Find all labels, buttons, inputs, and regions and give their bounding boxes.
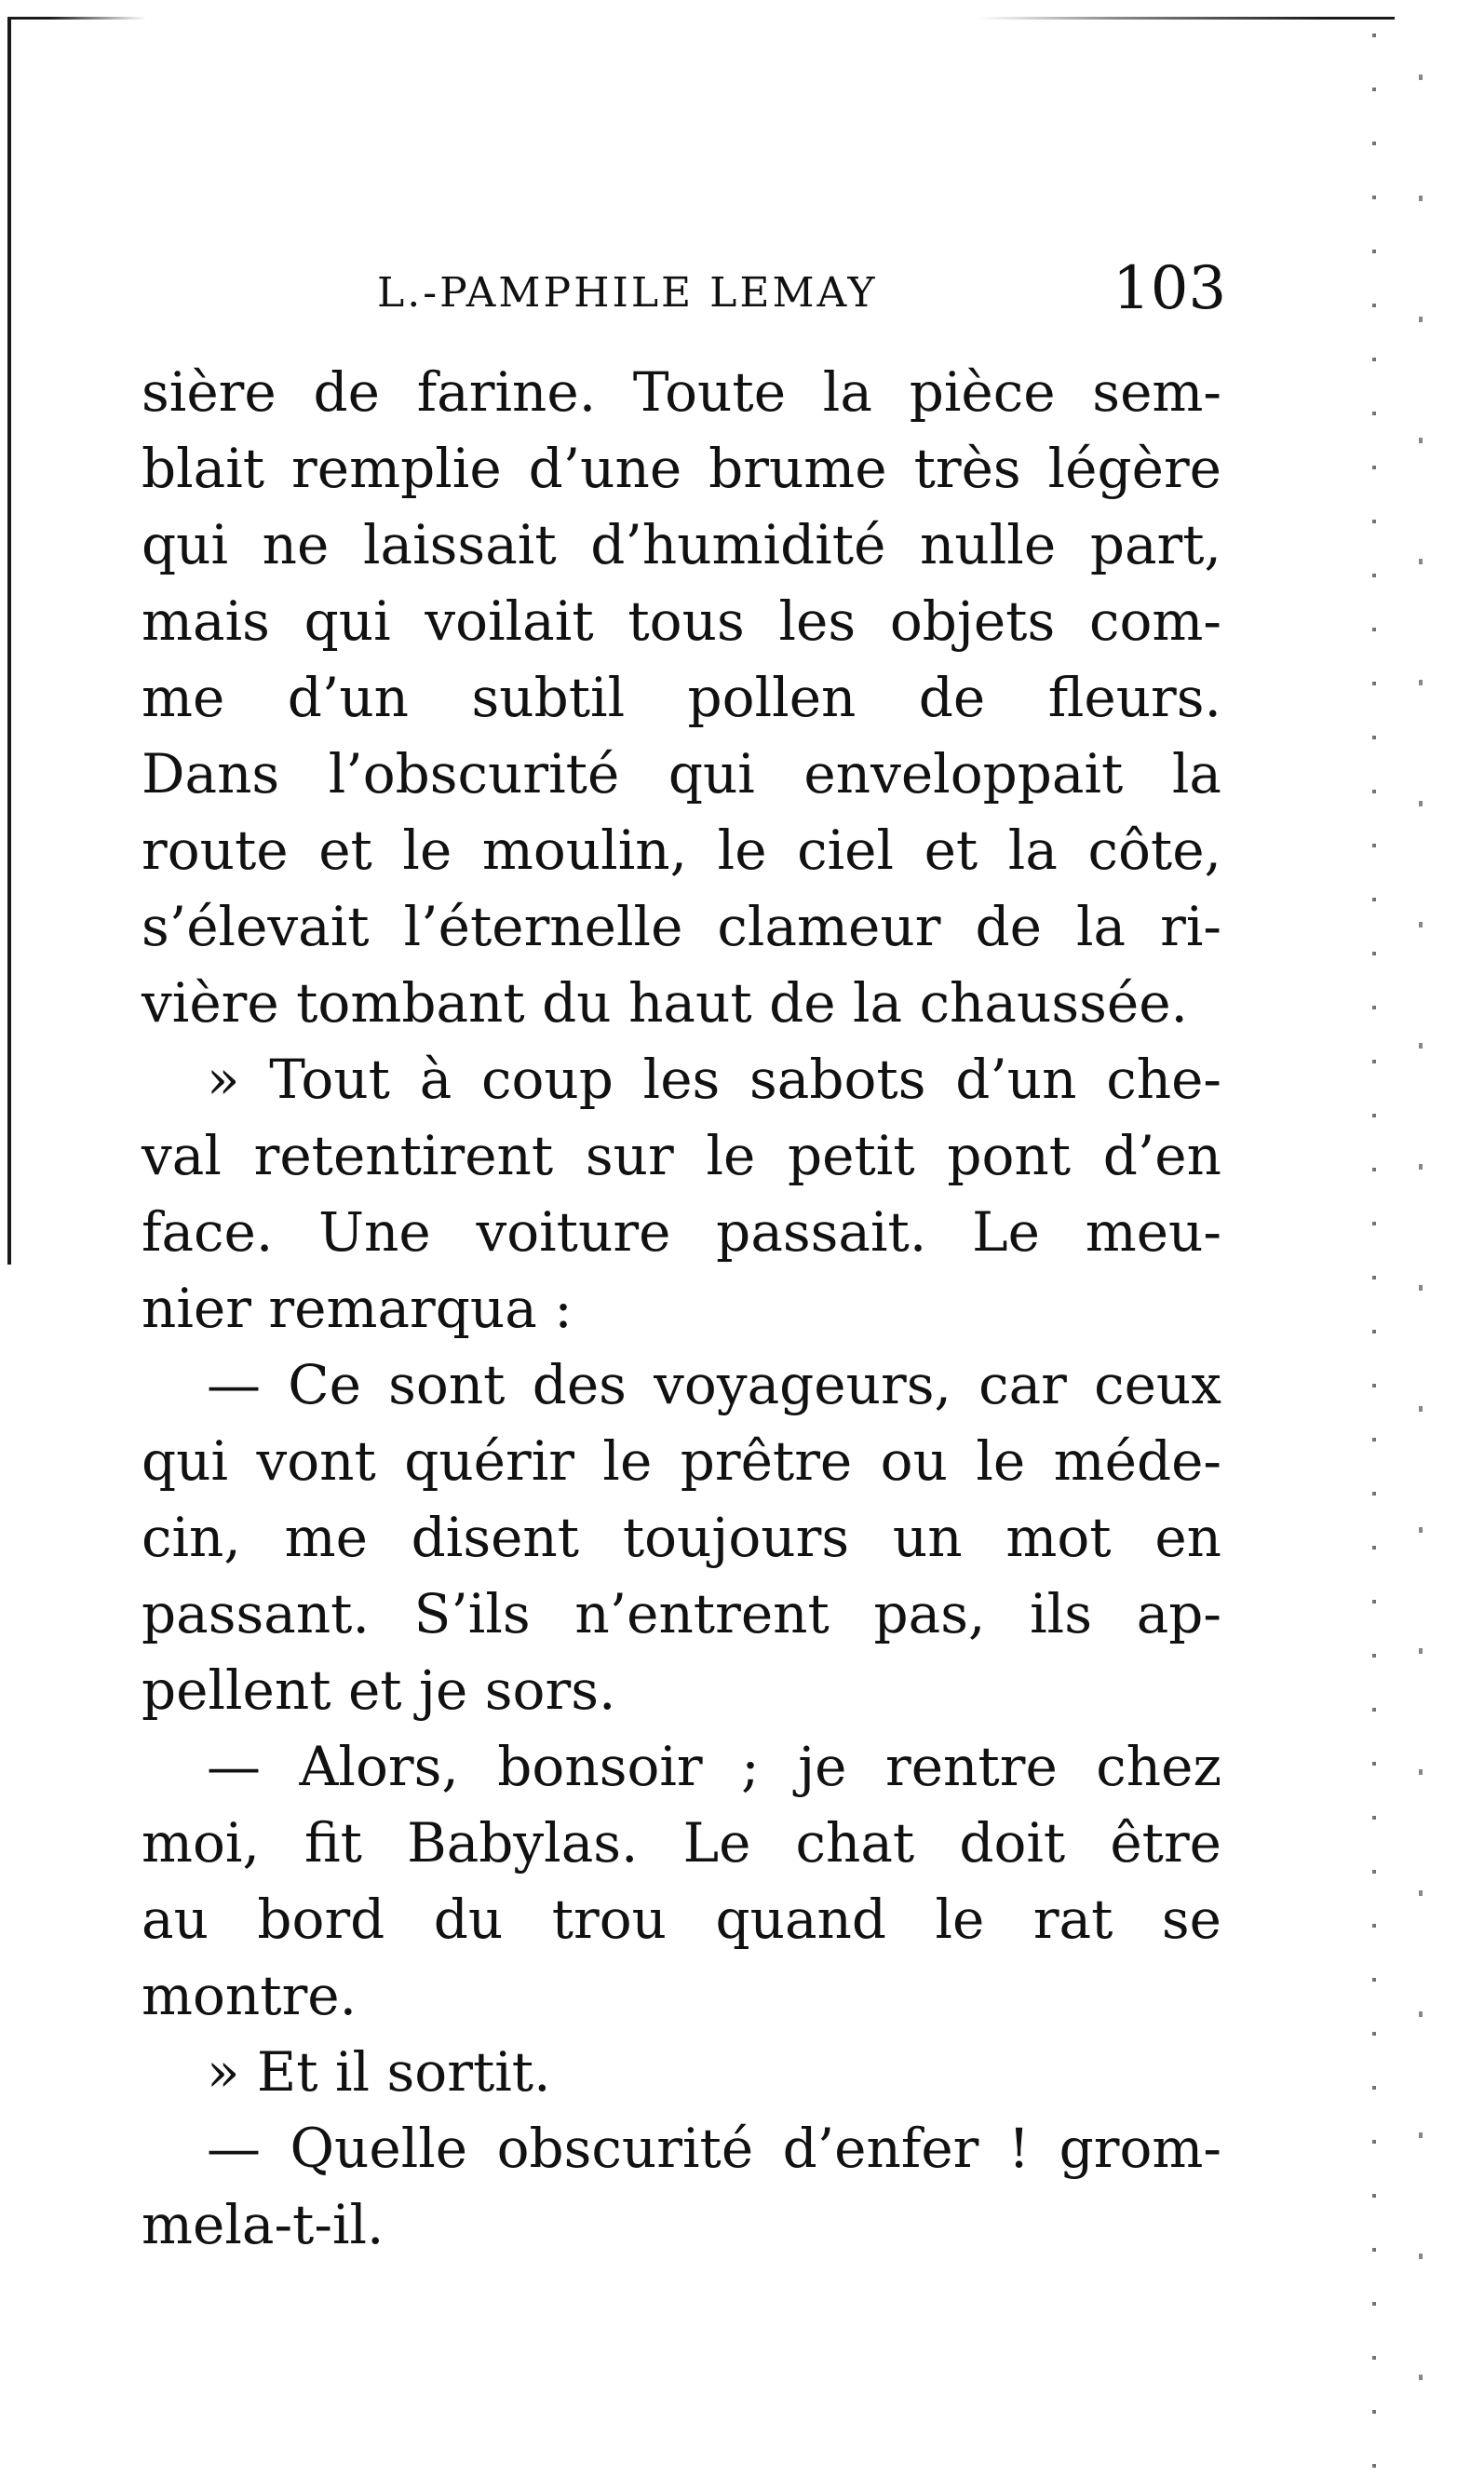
text-line: — Ce sont des voyageurs, car ceux <box>207 1353 1221 1416</box>
text-line: » Tout à coup les sabots d’un che- <box>207 1048 1221 1111</box>
text-line: cin, me disent toujours un mot en <box>142 1506 1221 1569</box>
text-line: moi, fit Babylas. Le chat doit être <box>142 1811 1221 1875</box>
text-line: me d’un subtil pollen de fleurs. <box>142 666 1221 729</box>
text-line: — Alors, bonsoir ; je rentre chez <box>207 1735 1221 1798</box>
text-line: qui ne laissait d’humidité nulle part, <box>142 513 1221 576</box>
text-line: blait remplie d’une brume très légère <box>142 437 1221 500</box>
scan-edge-left <box>7 17 11 1265</box>
text-line: — Quelle obscurité d’enfer ! grom- <box>207 2117 1221 2180</box>
scan-edge-top <box>7 17 1395 20</box>
scan-edge-right <box>1354 0 1456 2477</box>
text-line: pellent et je sors. <box>142 1658 616 1722</box>
page-header <box>0 256 1229 331</box>
text-line: au bord du trou quand le rat se <box>142 1888 1221 1951</box>
text-line: mela-t-il. <box>142 2193 384 2256</box>
body-text <box>142 354 1221 2263</box>
text-line: nier remarqua : <box>142 1277 573 1340</box>
text-line: Dans l’obscurité qui enveloppait la <box>142 742 1221 805</box>
text-line: » Et il sortit. <box>207 2040 551 2104</box>
text-line: passant. S’ils n’entrent pas, ils ap- <box>142 1582 1221 1645</box>
text-line: qui vont quérir le prêtre ou le méde- <box>142 1429 1221 1493</box>
text-line: val retentirent sur le petit pont d’en <box>142 1124 1221 1187</box>
text-line: route et le moulin, le ciel et la côte, <box>142 819 1221 882</box>
text-line: s’élevait l’éternelle clameur de la ri- <box>142 895 1221 958</box>
text-line: mais qui voilait tous les objets com- <box>142 589 1221 653</box>
text-line: montre. <box>142 1964 358 2027</box>
running-head: L.-PAMPHILE LEMAY <box>377 269 878 317</box>
text-line: sière de farine. Toute la pièce sem- <box>142 360 1221 424</box>
text-line: face. Une voiture passait. Le meu- <box>142 1200 1221 1264</box>
text-line: vière tombant du haut de la chaussée. <box>142 971 1188 1035</box>
page-number: 103 <box>1113 254 1227 323</box>
